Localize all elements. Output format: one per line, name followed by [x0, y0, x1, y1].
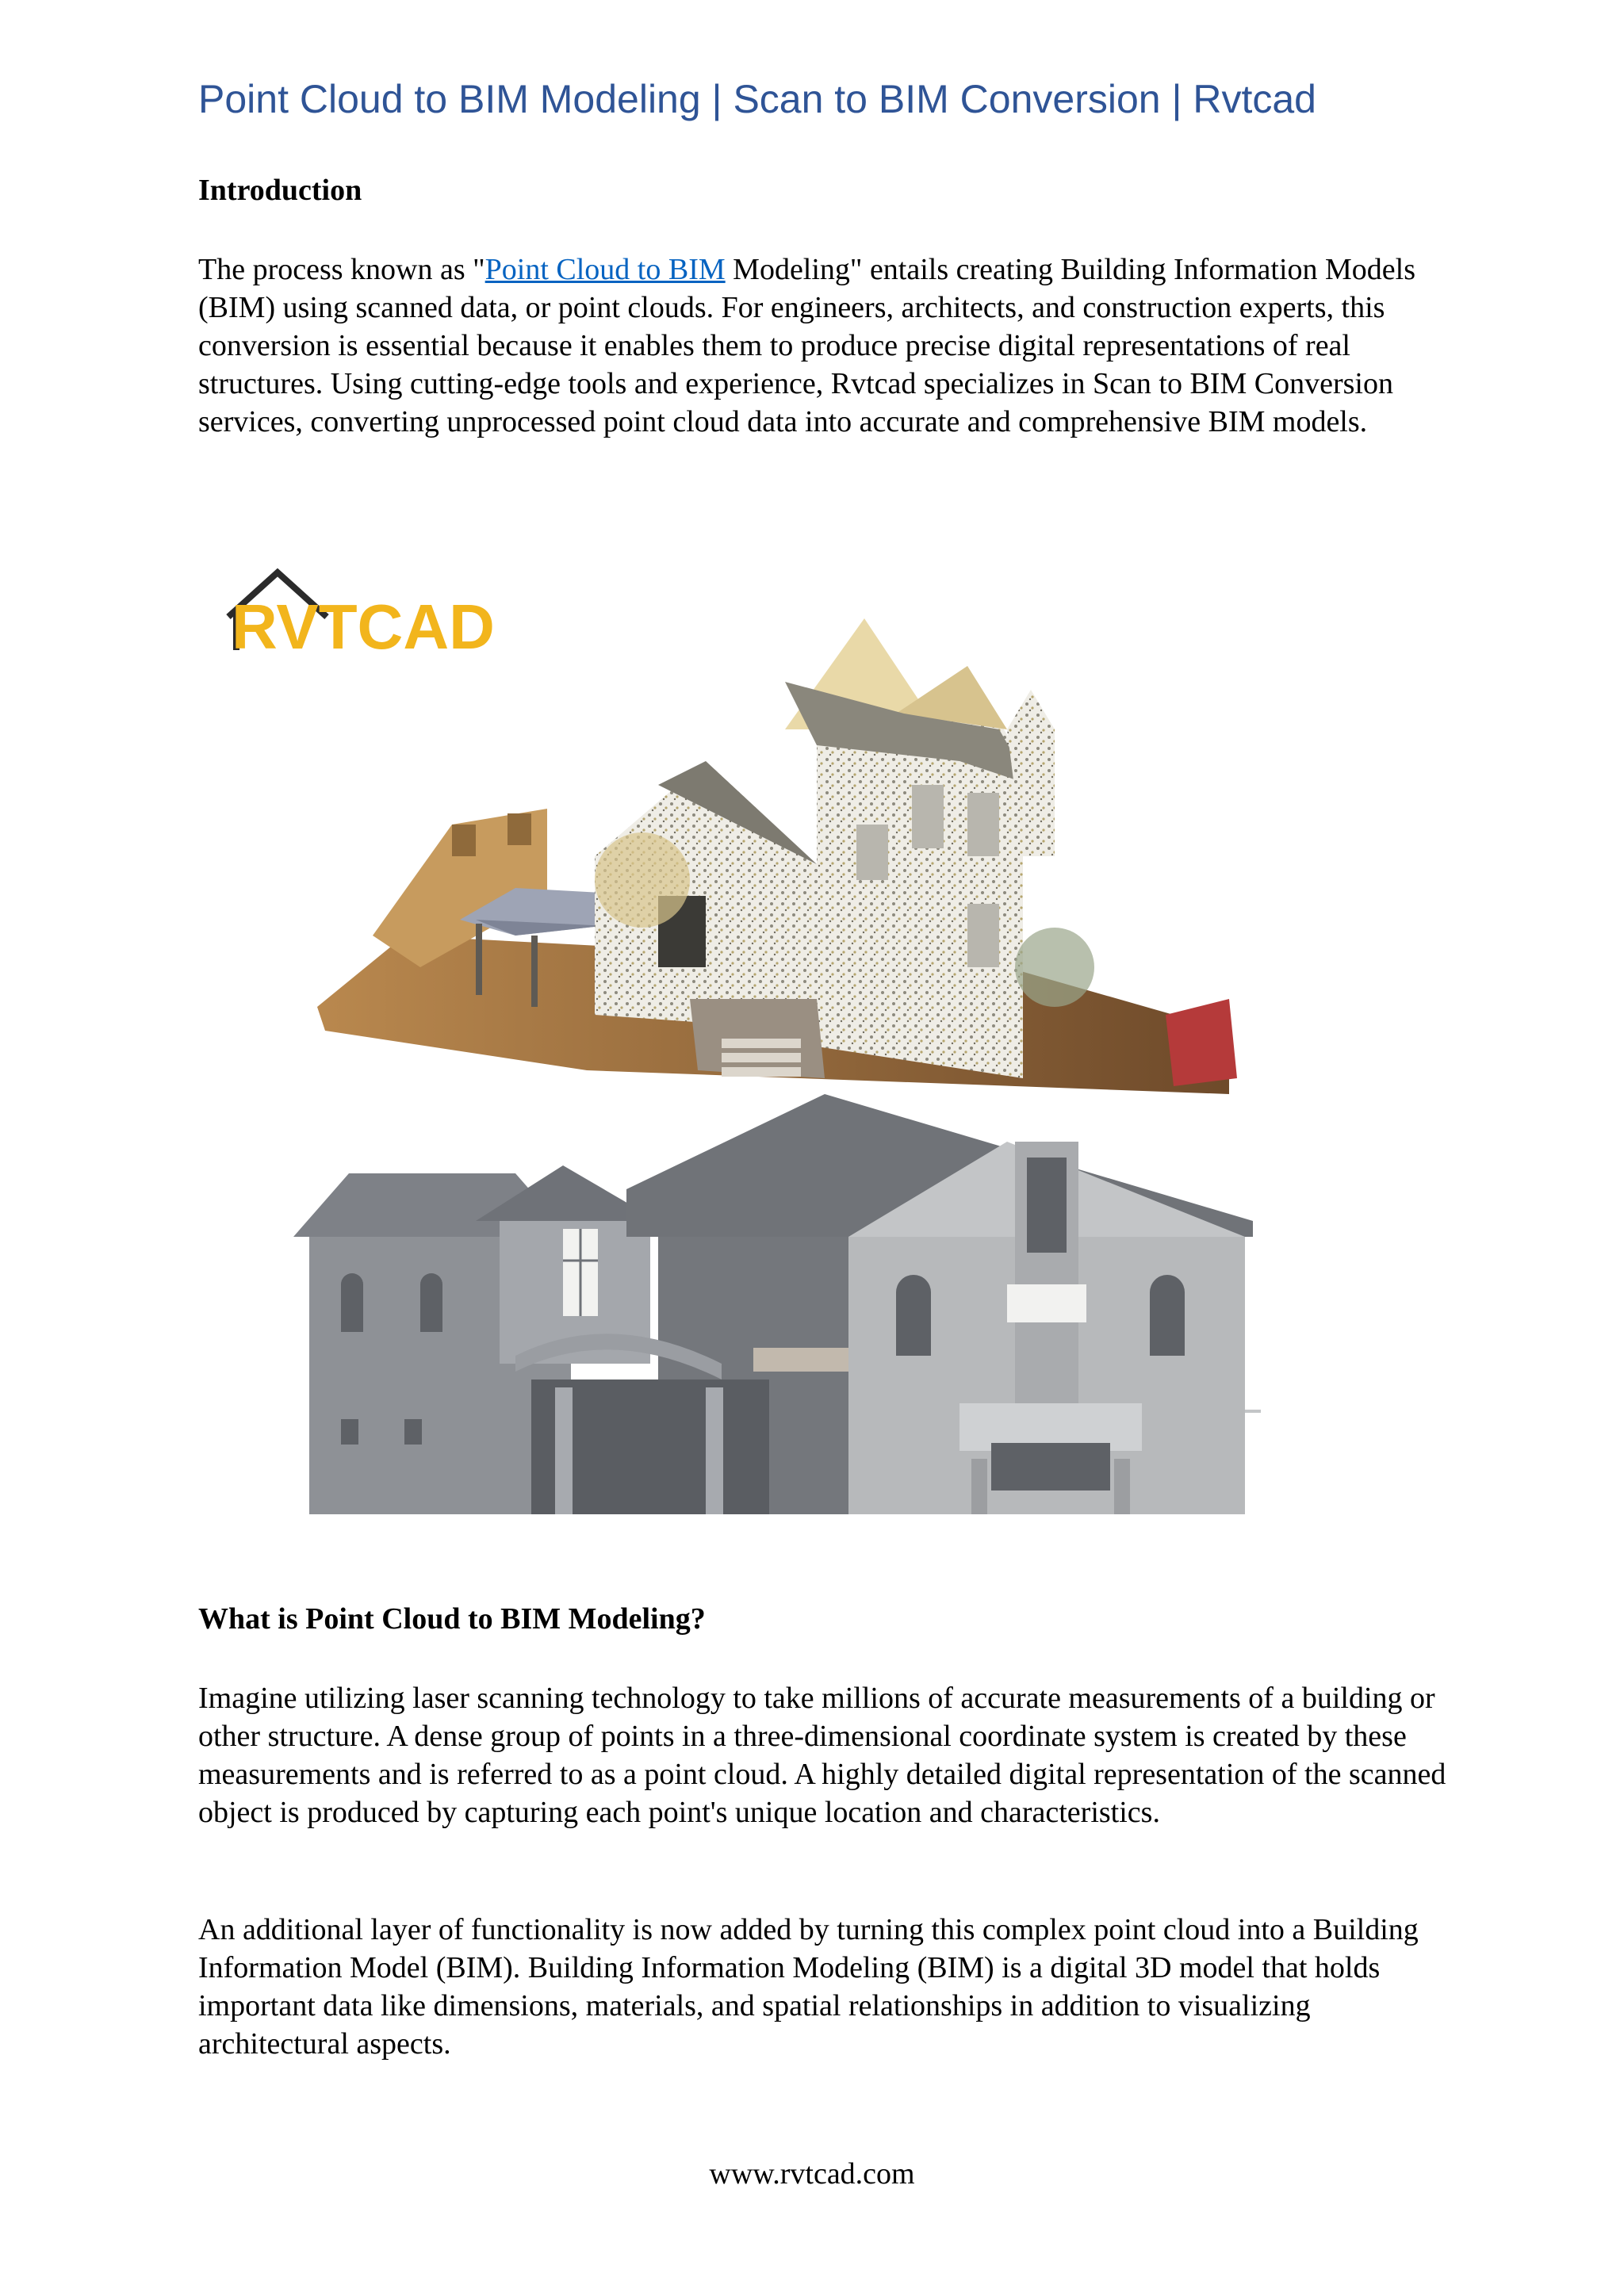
- bim-model-image: [293, 1094, 1261, 1514]
- scan-to-bim-illustration: [214, 523, 1261, 1530]
- section-paragraph-1: Imagine utilizing laser scanning technology to take millions of accurate measurements of a building or other structure. A dense group of points in a three-dimensional coordinate system is created by these measurements and is referred to as a point cloud. A highly detailed digital representation of the scanned object is produced by capturing each point's unique location and characteristics.: [198, 1682, 1446, 1829]
- rvtcad-logo: [228, 572, 495, 662]
- point-cloud-scan-image: [317, 618, 1237, 1094]
- logo-text: RVTCAD: [232, 591, 495, 662]
- intro-text-rest: Modeling" entails creating Building Information Models (BIM) using scanned data, or point clouds. For engineers, architects, and construction experts, this conversion is essential because it enables them to produce precise digital representations of real structures. Using cutting-edge tools and experience, Rvtcad specializes in Scan to BIM Conversion services, converting unprocessed point cloud data into accurate and comprehensive BIM models.: [198, 253, 1416, 438]
- section-heading-what-is: What is Point Cloud to BIM Modeling?: [198, 1602, 706, 1636]
- intro-heading: Introduction: [198, 174, 362, 207]
- intro-paragraph: [198, 251, 1451, 441]
- intro-text-start: The process known as ": [198, 253, 485, 286]
- section-paragraph-2: An additional layer of functionality is now added by turning this complex point cloud into a Building Information Model (BIM). Building Information Modeling (BIM) is a digital 3D model that holds important data like dimensions, materials, and spatial relationships in addition to visualizing architectural aspects.: [198, 1913, 1419, 2061]
- page-title: Point Cloud to BIM Modeling | Scan to BIM Conversion | Rvtcad: [198, 77, 1316, 121]
- footer-url: www.rvtcad.com: [709, 2157, 915, 2191]
- point-cloud-to-bim-link[interactable]: Point Cloud to BIM: [485, 253, 726, 286]
